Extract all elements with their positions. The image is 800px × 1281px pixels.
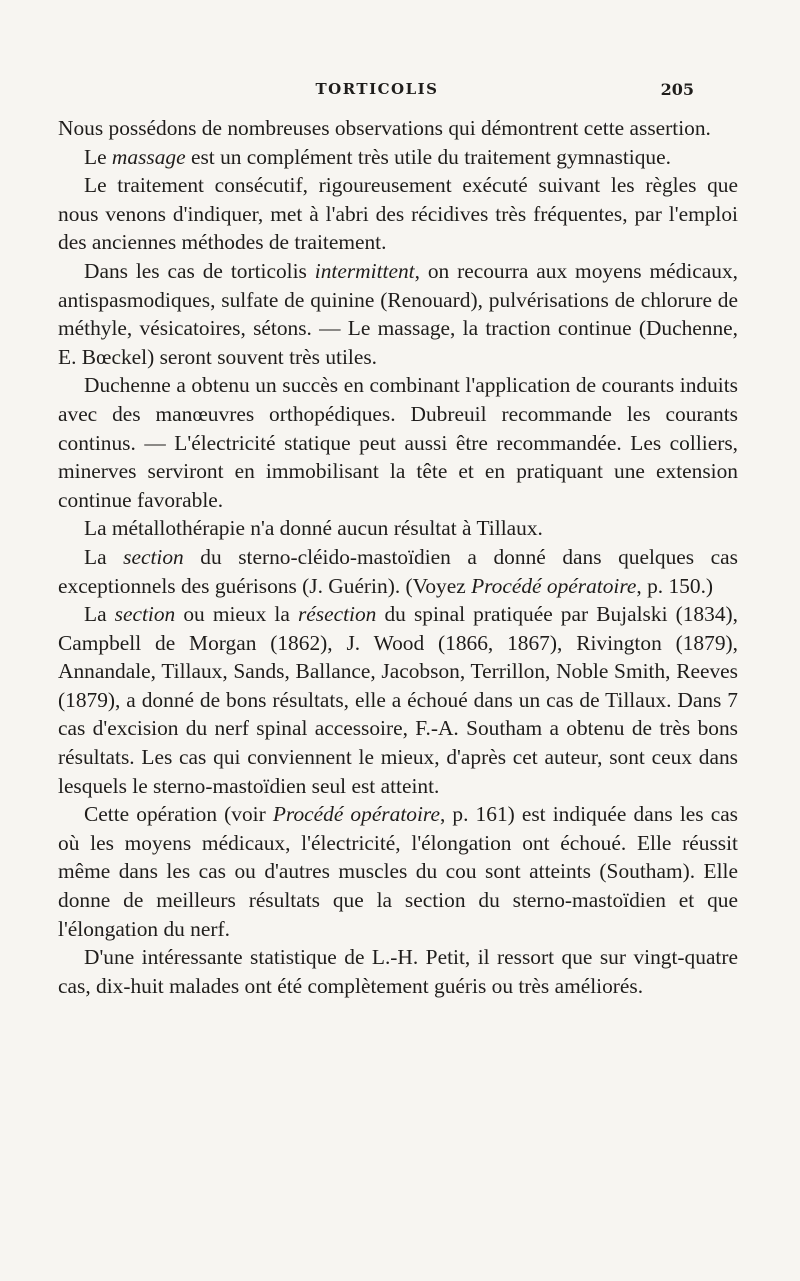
text-run: Nous possédons de nombreuses observations qui démontrent cette assertion. (58, 116, 711, 140)
paragraph (58, 171, 738, 257)
paragraph (58, 257, 738, 371)
text-run: , on recourra aux moyens médicaux, antispasmodiques, sulfate de quinine (Renouard), pulvérisations de chlorure de méthyle, vésicatoires, sétons. — Le massage, la traction continue (Duchenne, E. Bœckel) seront souvent très utiles. (58, 258, 738, 369)
text-run: Le (84, 144, 112, 169)
text-run: , p. 161) est indiquée dans les cas où les moyens médicaux, l'électricité, l'élongation ont échoué. Elle réussit même dans les cas ou d'autres muscles du cou sont atteints (Southam). Elle donne de meilleurs résultats que la section du sterno-mastoïdien et que l'élongation du nerf. (58, 802, 739, 941)
text-run: La métallothérapie n'a donné aucun résultat à Tillaux. (84, 516, 543, 541)
page-header (60, 80, 694, 108)
italic-term: Procédé opératoire (471, 573, 637, 598)
text-run: D'une intéressante statistique de L.-H. Petit, il ressort que sur vingt-quatre cas, dix-huit malades ont été complètement guéris ou très améliorés. (58, 945, 738, 998)
text-run: Cette opération (voir (84, 802, 273, 827)
italic-term: Procédé opératoire (272, 802, 440, 827)
paragraph (58, 514, 738, 543)
italic-term: section (123, 544, 184, 569)
text-run: Dans les cas de torticolis (84, 258, 315, 283)
paragraph (58, 543, 738, 600)
italic-term: résection (297, 602, 377, 627)
paragraph (58, 371, 738, 514)
text-run: du spinal pratiquée par Bujalski (1834), Campbell de Morgan (1862), J. Wood (1866, 1867), Rivington (1879), Annandale, Tillaux, Sands, Ballance, Jacobson, Terrillon, Noble Smith, Reeves (1879), a donné de bons résultats, elle a échoué dans un cas de Tillaux. Dans 7 cas d'excision du nerf spinal accessoire, F.-A. Southam a obtenu de très bons résultats. Les cas qui conviennent le mieux, d'après cet auteur, sont ceux dans lesquels le sterno-mastoïdien seul est atteint. (58, 602, 738, 798)
text-run: Duchenne a obtenu un succès en combinant l'application de courants induits avec des manœuvres orthopédiques. Dubreuil recommande les courants continus. — L'électricité statique peut aussi être recommandée. Les colliers, minerves serviront en immobilisant la tête et en pratiquant une extension continue favorable. (58, 373, 738, 512)
paragraph (58, 114, 738, 143)
paragraph (58, 600, 738, 800)
text-run: , p. 150.) (636, 573, 714, 598)
italic-term: section (114, 602, 176, 627)
running-title: TORTICOLIS (315, 80, 439, 98)
italic-term: massage (111, 144, 186, 169)
text-run: ou mieux la (175, 602, 298, 627)
text-run: du sterno-cléido-mastoïdien a donné dans quelques cas exceptionnels des guérisons (J. Guérin). (Voyez (58, 544, 738, 598)
paragraph (58, 143, 738, 172)
paragraph (58, 800, 738, 943)
italic-term: intermittent (314, 258, 415, 283)
paragraph (58, 943, 738, 1000)
text-run: est un complément très utile du traitement gymnastique. (185, 144, 671, 169)
text-run: Le traitement consécutif, rigoureusement exécuté suivant les règles que nous venons d'indiquer, met à l'abri des récidives très fréquentes, par l'emploi des anciennes méthodes de traitement. (58, 173, 738, 255)
body-text (58, 114, 738, 1000)
text-run: La (84, 544, 124, 569)
page-number: 205 (660, 80, 694, 99)
text-run: La (84, 602, 115, 627)
